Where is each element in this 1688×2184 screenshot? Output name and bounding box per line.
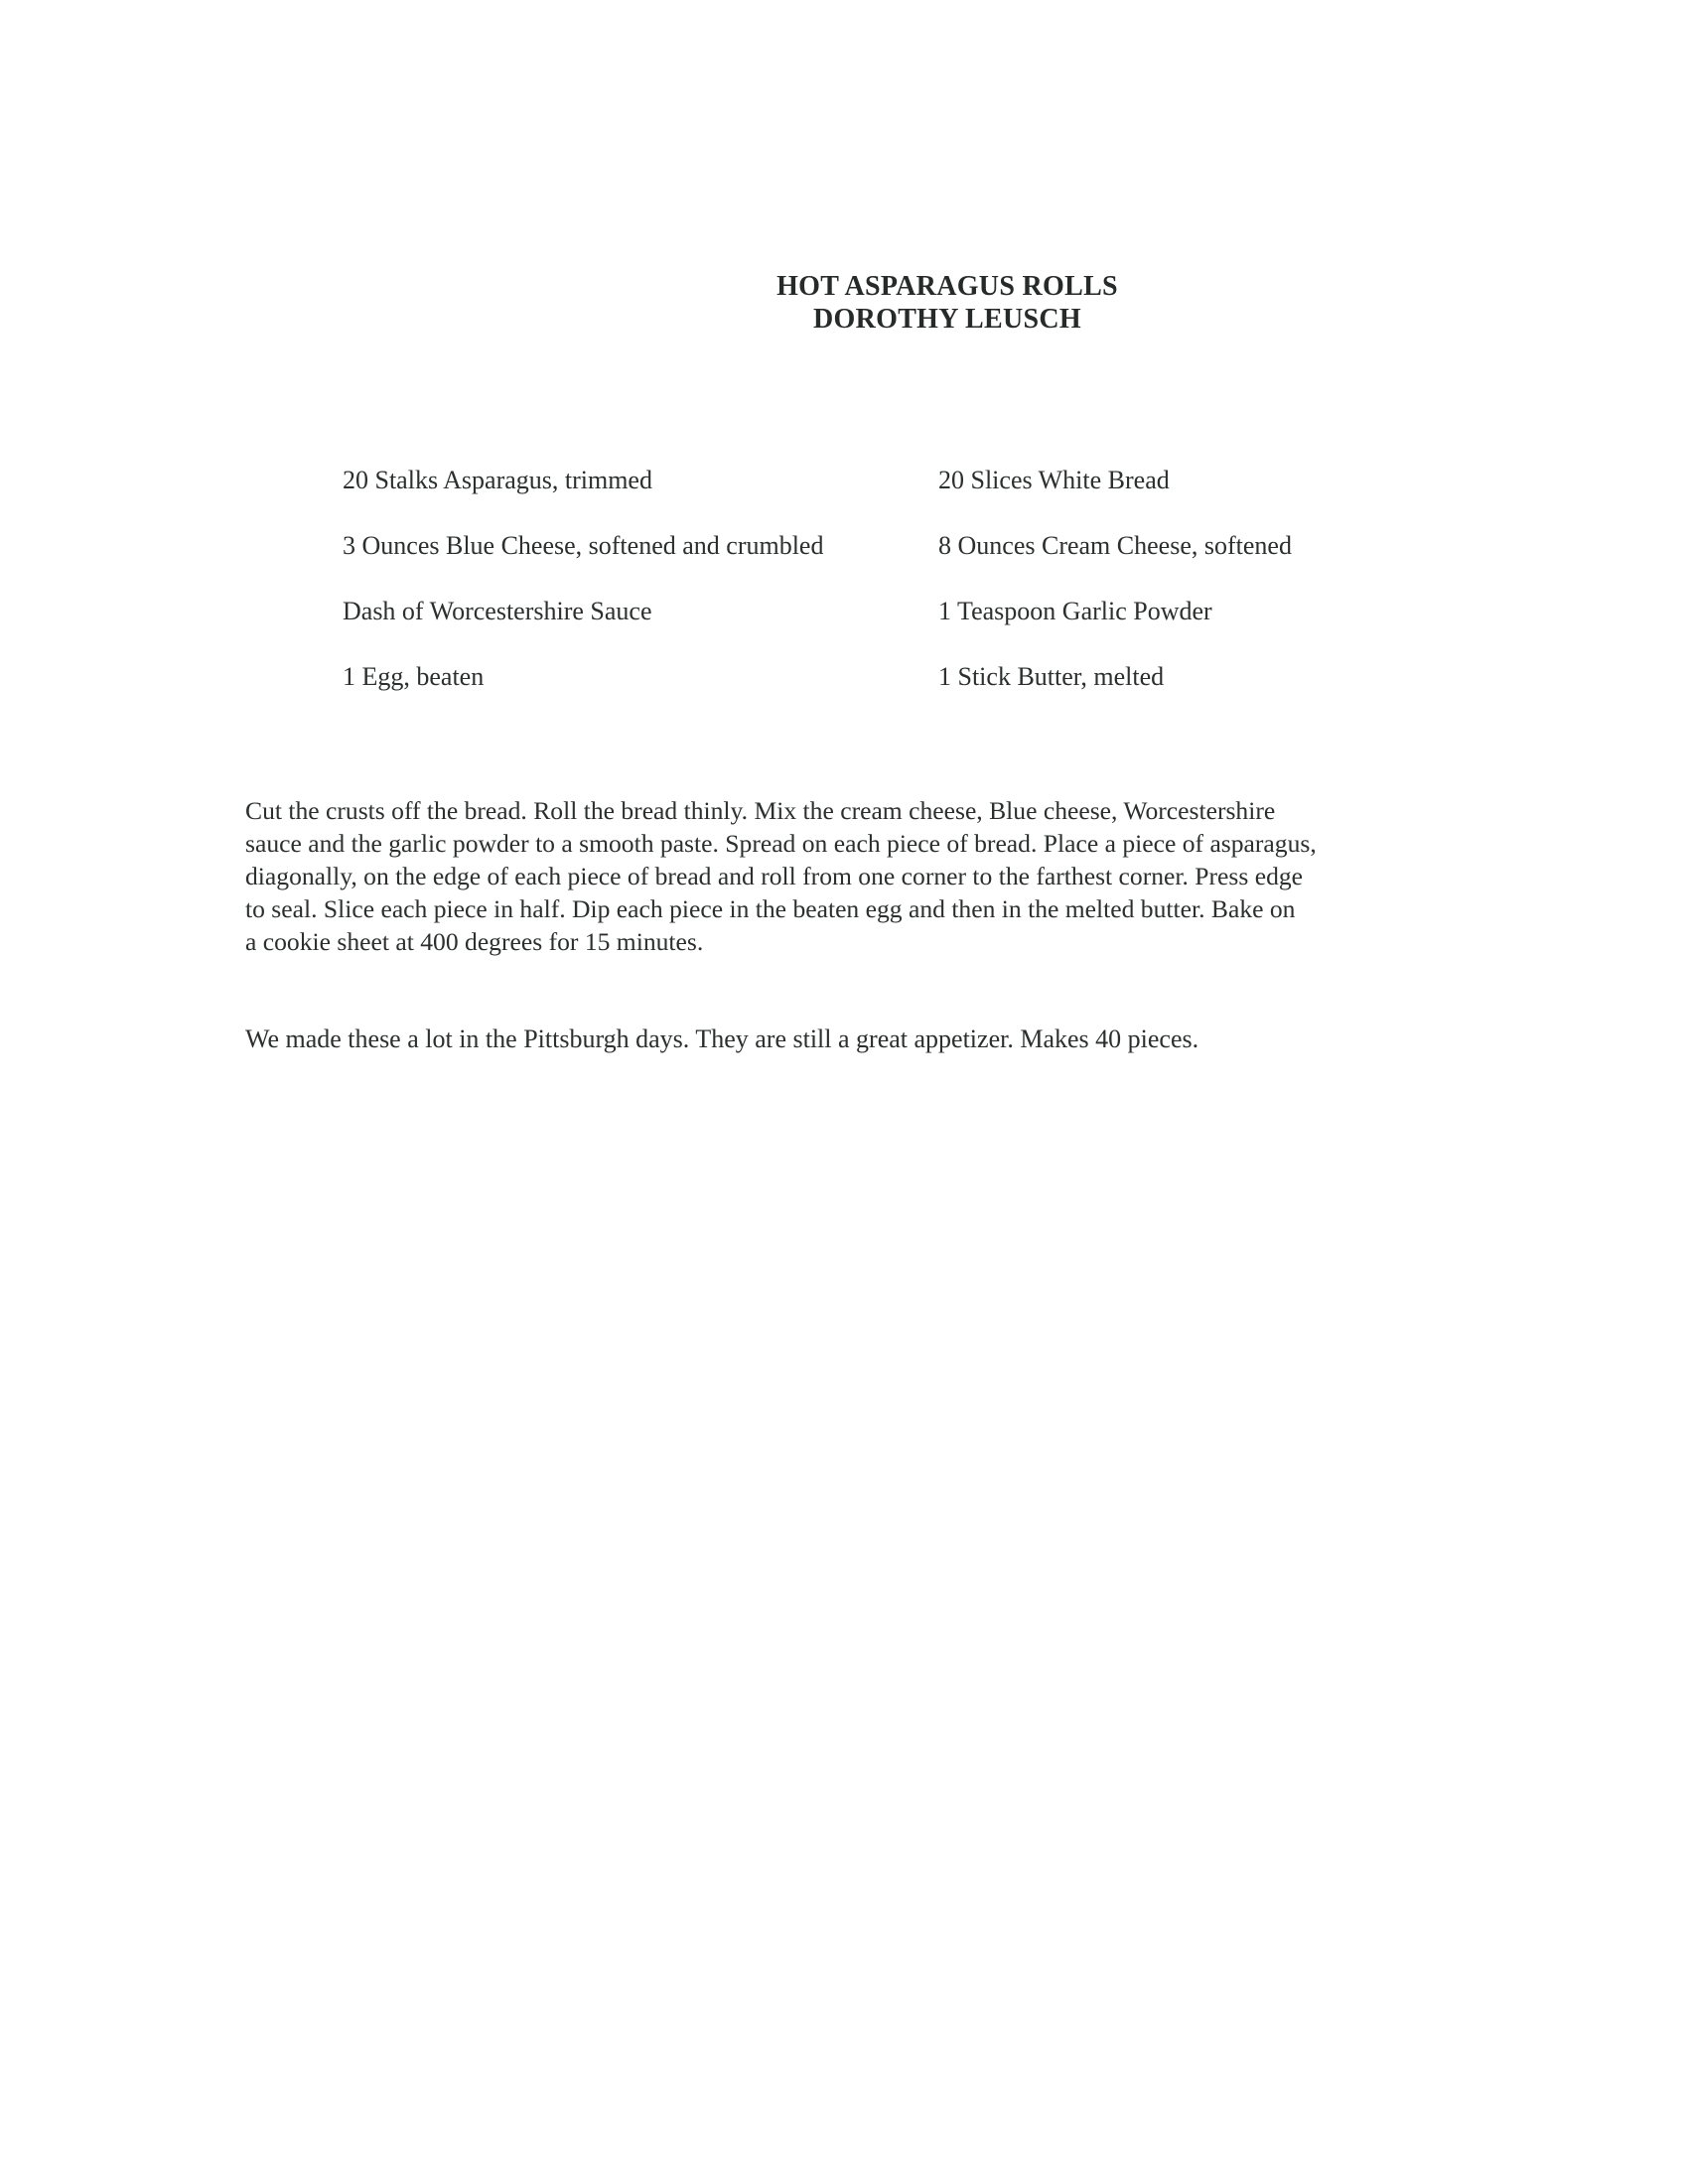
ingredient-item: 20 Stalks Asparagus, trimmed: [343, 466, 652, 494]
recipe-note: We made these a lot in the Pittsburgh days. They are still a great appetizer. Makes 40 pieces.: [245, 1024, 1199, 1053]
instructions-line: diagonally, on the edge of each piece of bread and roll from one corner to the farthest corner. Press edge: [245, 862, 1304, 890]
instructions-line: Cut the crusts off the bread. Roll the bread thinly. Mix the cream cheese, Blue cheese, Worcestershire: [245, 796, 1276, 825]
ingredient-item: 1 Egg, beaten: [343, 662, 485, 691]
instructions-paragraph: [245, 794, 1442, 958]
recipe-title: HOT ASPARAGUS ROLLS: [776, 271, 1118, 302]
ingredient-row: [343, 530, 1435, 596]
instructions-line: sauce and the garlic powder to a smooth paste. Spread on each piece of bread. Place a piece of asparagus,: [245, 829, 1317, 858]
ingredient-row: [343, 465, 1435, 530]
recipe-author: DOROTHY LEUSCH: [813, 304, 1081, 335]
ingredients-list: [343, 465, 1435, 727]
ingredient-item: 20 Slices White Bread: [938, 466, 1170, 494]
ingredient-item: 1 Stick Butter, melted: [938, 662, 1165, 691]
ingredient-item: Dash of Worcestershire Sauce: [343, 597, 652, 625]
instructions-line: a cookie sheet at 400 degrees for 15 minutes.: [245, 927, 704, 956]
ingredient-row: [343, 661, 1435, 727]
ingredient-item: 1 Teaspoon Garlic Powder: [938, 597, 1212, 625]
ingredient-item: 8 Ounces Cream Cheese, softened: [938, 531, 1292, 560]
title-block: [0, 270, 1688, 336]
ingredient-row: [343, 596, 1435, 661]
instructions-line: to seal. Slice each piece in half. Dip each piece in the beaten egg and then in the melted butter. Bake on: [245, 894, 1296, 923]
ingredient-item: 3 Ounces Blue Cheese, softened and crumbled: [343, 531, 824, 560]
